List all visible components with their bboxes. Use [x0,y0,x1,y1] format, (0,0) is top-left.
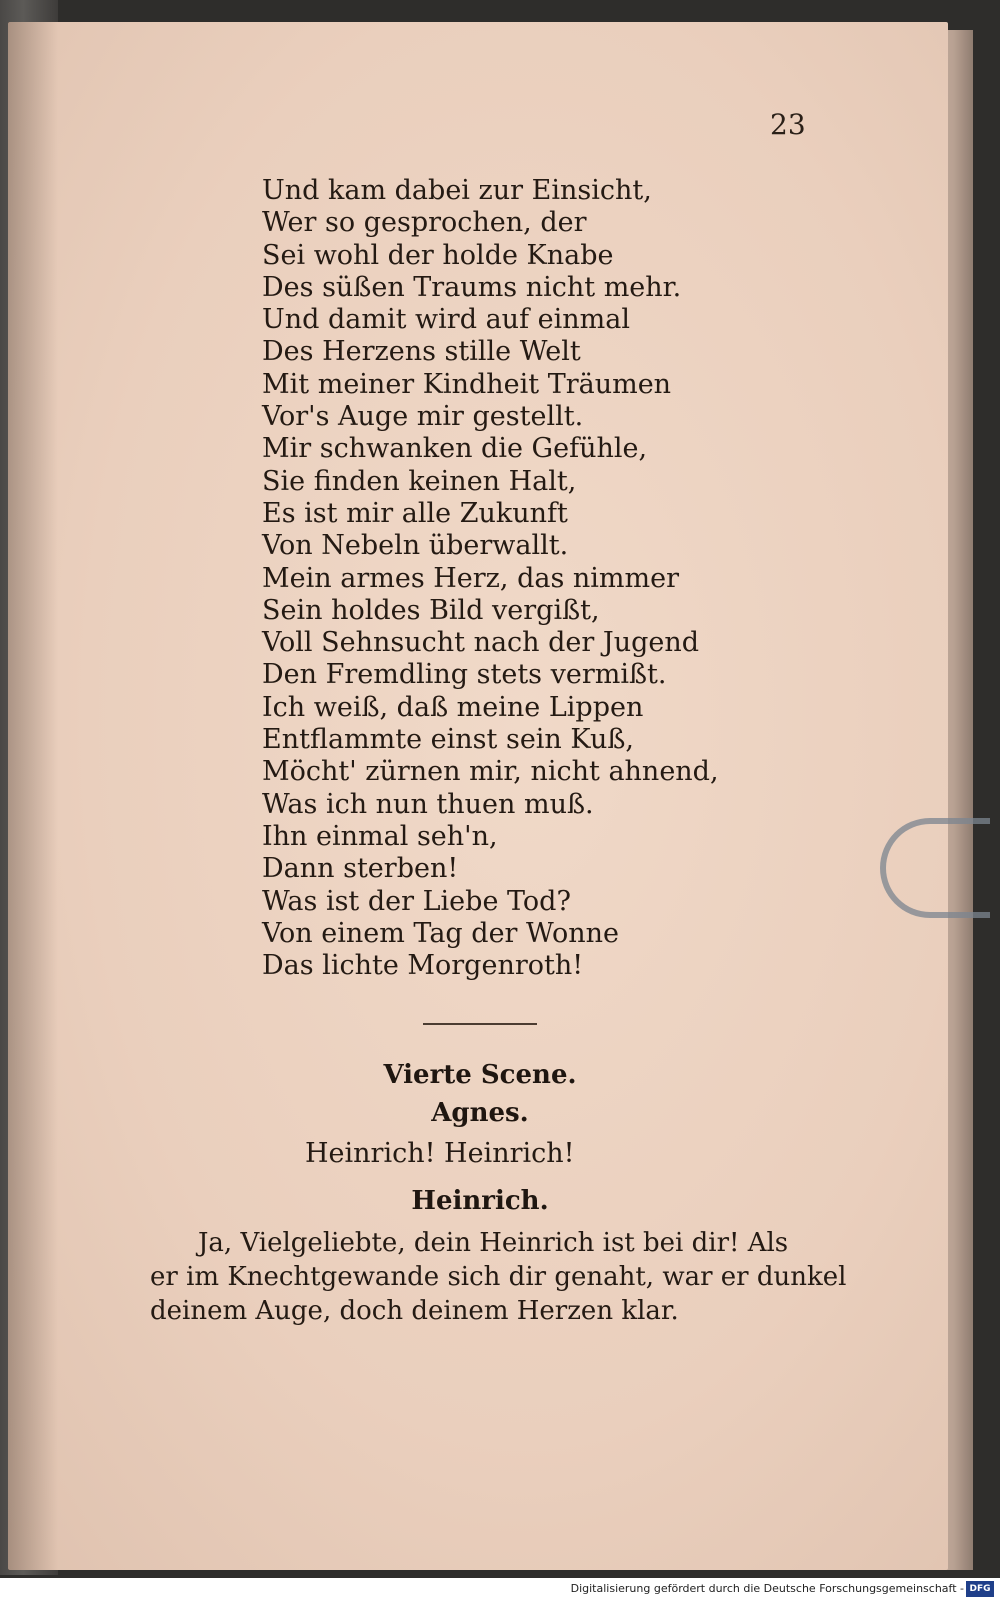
poem-line: Sie finden keinen Halt, [262,465,577,497]
poem-line: Was ich nun thuen muß. [262,788,594,820]
page-gutter-shadow [8,22,58,1570]
poem-line: Möcht' zürnen mir, nicht ahnend, [262,756,719,788]
footer-credit: Digitalisierung gefördert durch die Deutsche Forschungsgemeinschaft - [570,1582,964,1595]
poem-line: Voll Sehnsucht nach der Jugend [262,627,700,659]
poem-line: Das lichte Morgenroth! [262,950,584,982]
poem-line: Was ist der Liebe Tod? [262,885,571,917]
poem-line: Von einem Tag der Wonne [262,917,619,949]
poem-line: Mir schwanken die Gefühle, [262,433,648,465]
section-divider [423,1023,537,1025]
speech-text: Heinrich! Heinrich! [305,1138,575,1169]
poem-line: Ihn einmal seh'n, [262,820,498,852]
poem-line: Des Herzens stille Welt [262,336,581,368]
poem-line: Sein holdes Bild vergißt, [262,594,600,626]
poem-line: Entflammte einst sein Kuß, [262,724,634,756]
speaker-name: Heinrich. [411,1186,549,1216]
speech-paragraph [150,1226,847,1328]
dfg-logo: DFG [966,1581,994,1597]
poem-line: Es ist mir alle Zukunft [262,497,568,529]
scene-title: Vierte Scene. [383,1060,577,1090]
speaker-name: Agnes. [431,1098,529,1128]
poem-line: Mein armes Herz, das nimmer [262,562,680,594]
poem-line: Den Fremdling stets vermißt. [262,659,667,691]
page-number: 23 [770,108,806,141]
poem-line: Vor's Auge mir gestellt. [262,401,584,433]
poem-line: Wer so gesprochen, der [262,207,587,239]
prose-line: deinem Auge, doch deinem Herzen klar. [150,1296,679,1326]
poem-line: Und kam dabei zur Einsicht, [262,175,652,206]
poem-line: Dann sterben! [262,853,459,885]
paper-clip-icon [880,818,990,918]
poem-line: Des süßen Traums nicht mehr. [262,271,682,303]
poem-line: Sei wohl der holde Knabe [262,239,614,271]
poem-line: Von Nebeln überwallt. [262,530,569,562]
poem-stanza [262,175,782,982]
prose-line: Ja, Vielgeliebte, dein Heinrich ist bei dir! Als [198,1228,789,1258]
prose-line: er im Knechtgewande sich dir genaht, war er dunkel [150,1262,847,1292]
poem-line: Ich weiß, daß meine Lippen [262,691,644,723]
poem-line: Und damit wird auf einmal [262,304,630,336]
poem-line: Mit meiner Kindheit Träumen [262,368,672,400]
